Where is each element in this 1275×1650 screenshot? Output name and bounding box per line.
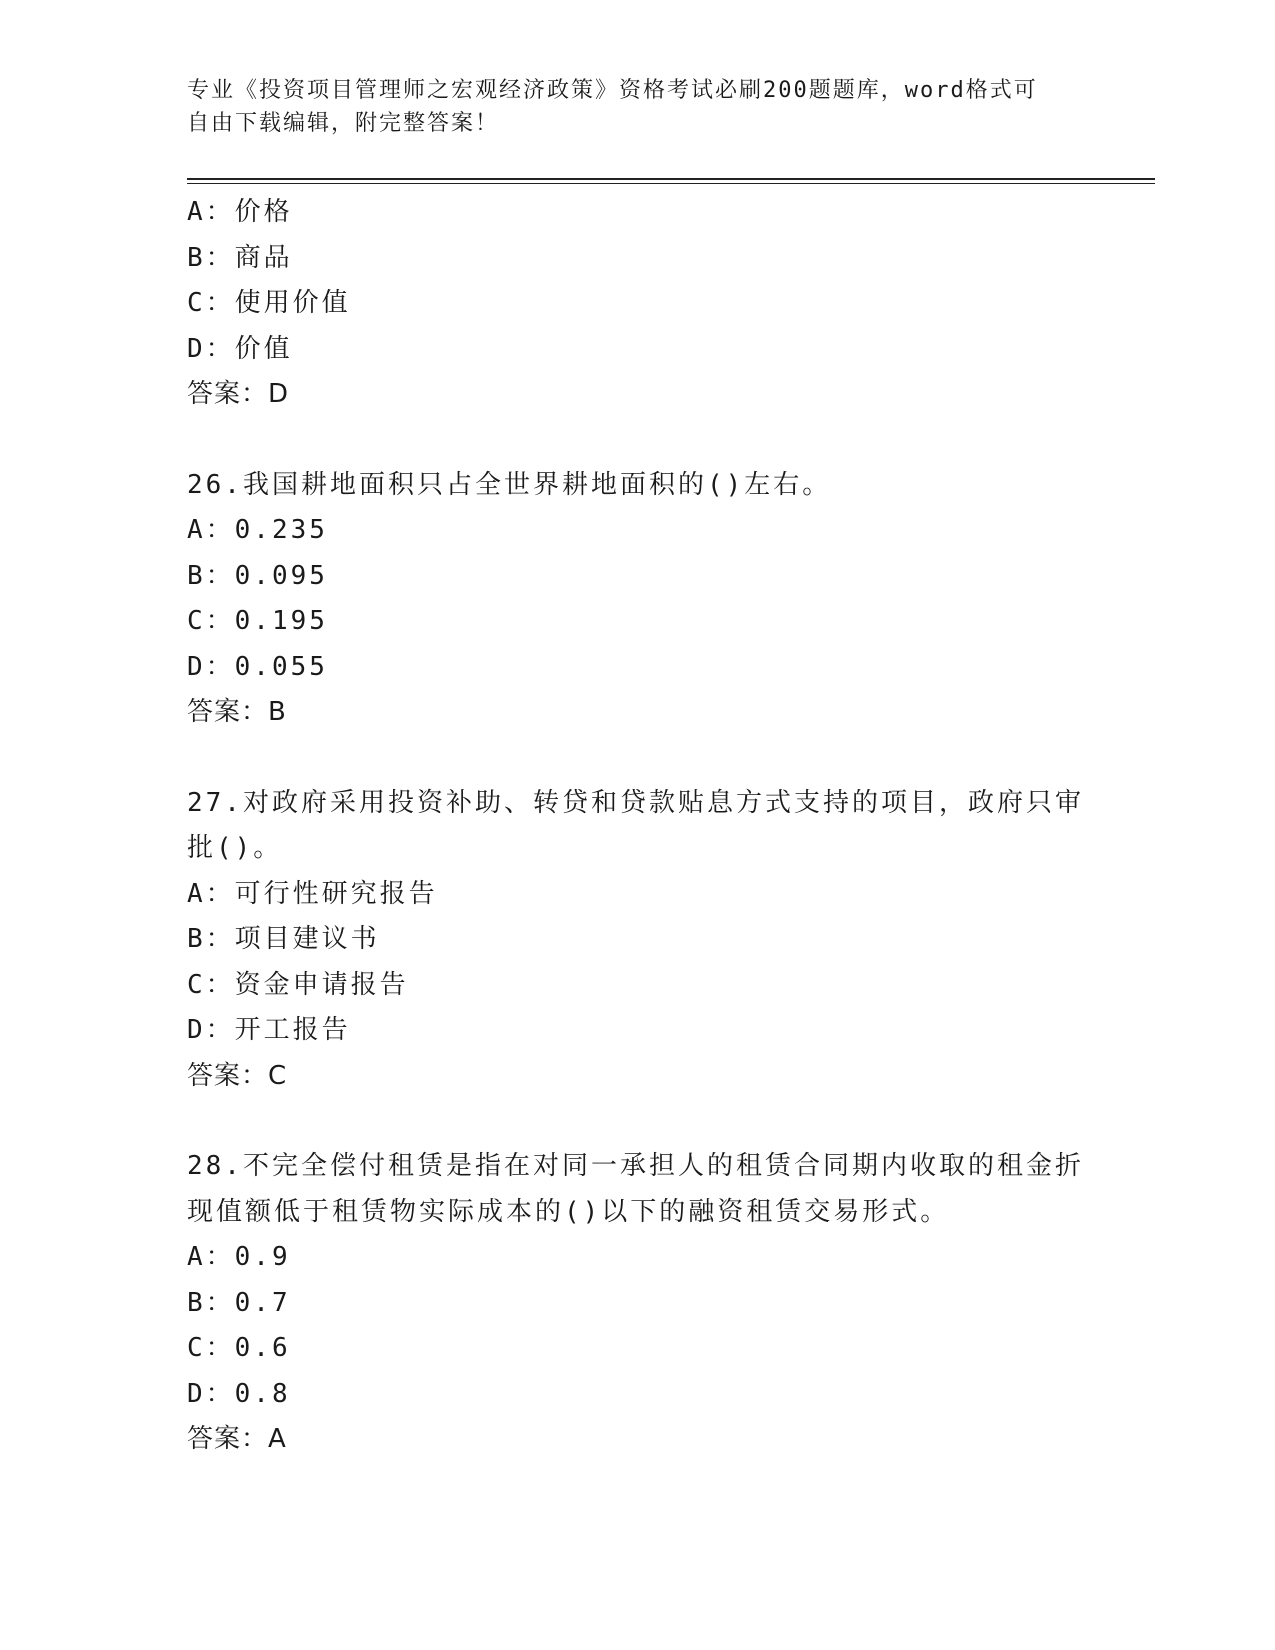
option-a: A：价格 — [187, 197, 293, 227]
option-c: C：使用价值 — [187, 288, 351, 318]
option-b: B：0.095 — [187, 560, 328, 591]
answer-line: 答案：B — [187, 697, 287, 727]
option-b: B：商品 — [187, 242, 293, 273]
header-line-2: 自由下载编辑，附完整答案！ — [187, 111, 500, 136]
option-b: B：项目建议书 — [187, 924, 380, 954]
question-block-26 — [187, 463, 1067, 736]
question-text-line-2: 批()。 — [187, 833, 283, 863]
header-rule-thick — [187, 178, 1155, 180]
answer-line: 答案：A — [187, 1424, 287, 1454]
header-line-1: 专业《投资项目管理师之宏观经济政策》资格考试必刷200题题库，word格式可 — [187, 78, 1038, 103]
question-list — [187, 190, 1084, 1463]
option-a: A：0.9 — [187, 1242, 291, 1272]
question-text: 26.我国耕地面积只占全世界耕地面积的()左右。 — [187, 469, 832, 500]
option-c: C：资金申请报告 — [187, 969, 409, 1000]
question-text-line-1: 27.对政府采用投资补助、转贷和贷款贴息方式支持的项目，政府只审 — [187, 787, 1084, 818]
option-a: A：可行性研究报告 — [187, 878, 438, 909]
option-d: D：0.8 — [187, 1378, 291, 1409]
option-d: D：价值 — [187, 333, 293, 364]
option-a: A：0.235 — [187, 515, 328, 545]
answer-line: 答案：C — [187, 1060, 288, 1091]
question-text-line-2: 现值额低于租赁物实际成本的()以下的融资租赁交易形式。 — [187, 1196, 950, 1227]
question-block-27 — [187, 781, 1084, 1100]
option-d: D：开工报告 — [187, 1015, 351, 1045]
answer-line: 答案：D — [187, 379, 290, 409]
header-rule-thin — [187, 183, 1155, 184]
question-block-25 — [187, 190, 1067, 418]
option-c: C：0.195 — [187, 606, 328, 636]
document-header — [187, 74, 1067, 140]
option-d: D：0.055 — [187, 651, 328, 682]
question-text-line-1: 28.不完全偿付租赁是指在对同一承担人的租赁合同期内收取的租金折 — [187, 1151, 1084, 1181]
question-block-28 — [187, 1144, 1084, 1463]
option-c: C：0.6 — [187, 1333, 291, 1363]
option-b: B：0.7 — [187, 1287, 291, 1318]
